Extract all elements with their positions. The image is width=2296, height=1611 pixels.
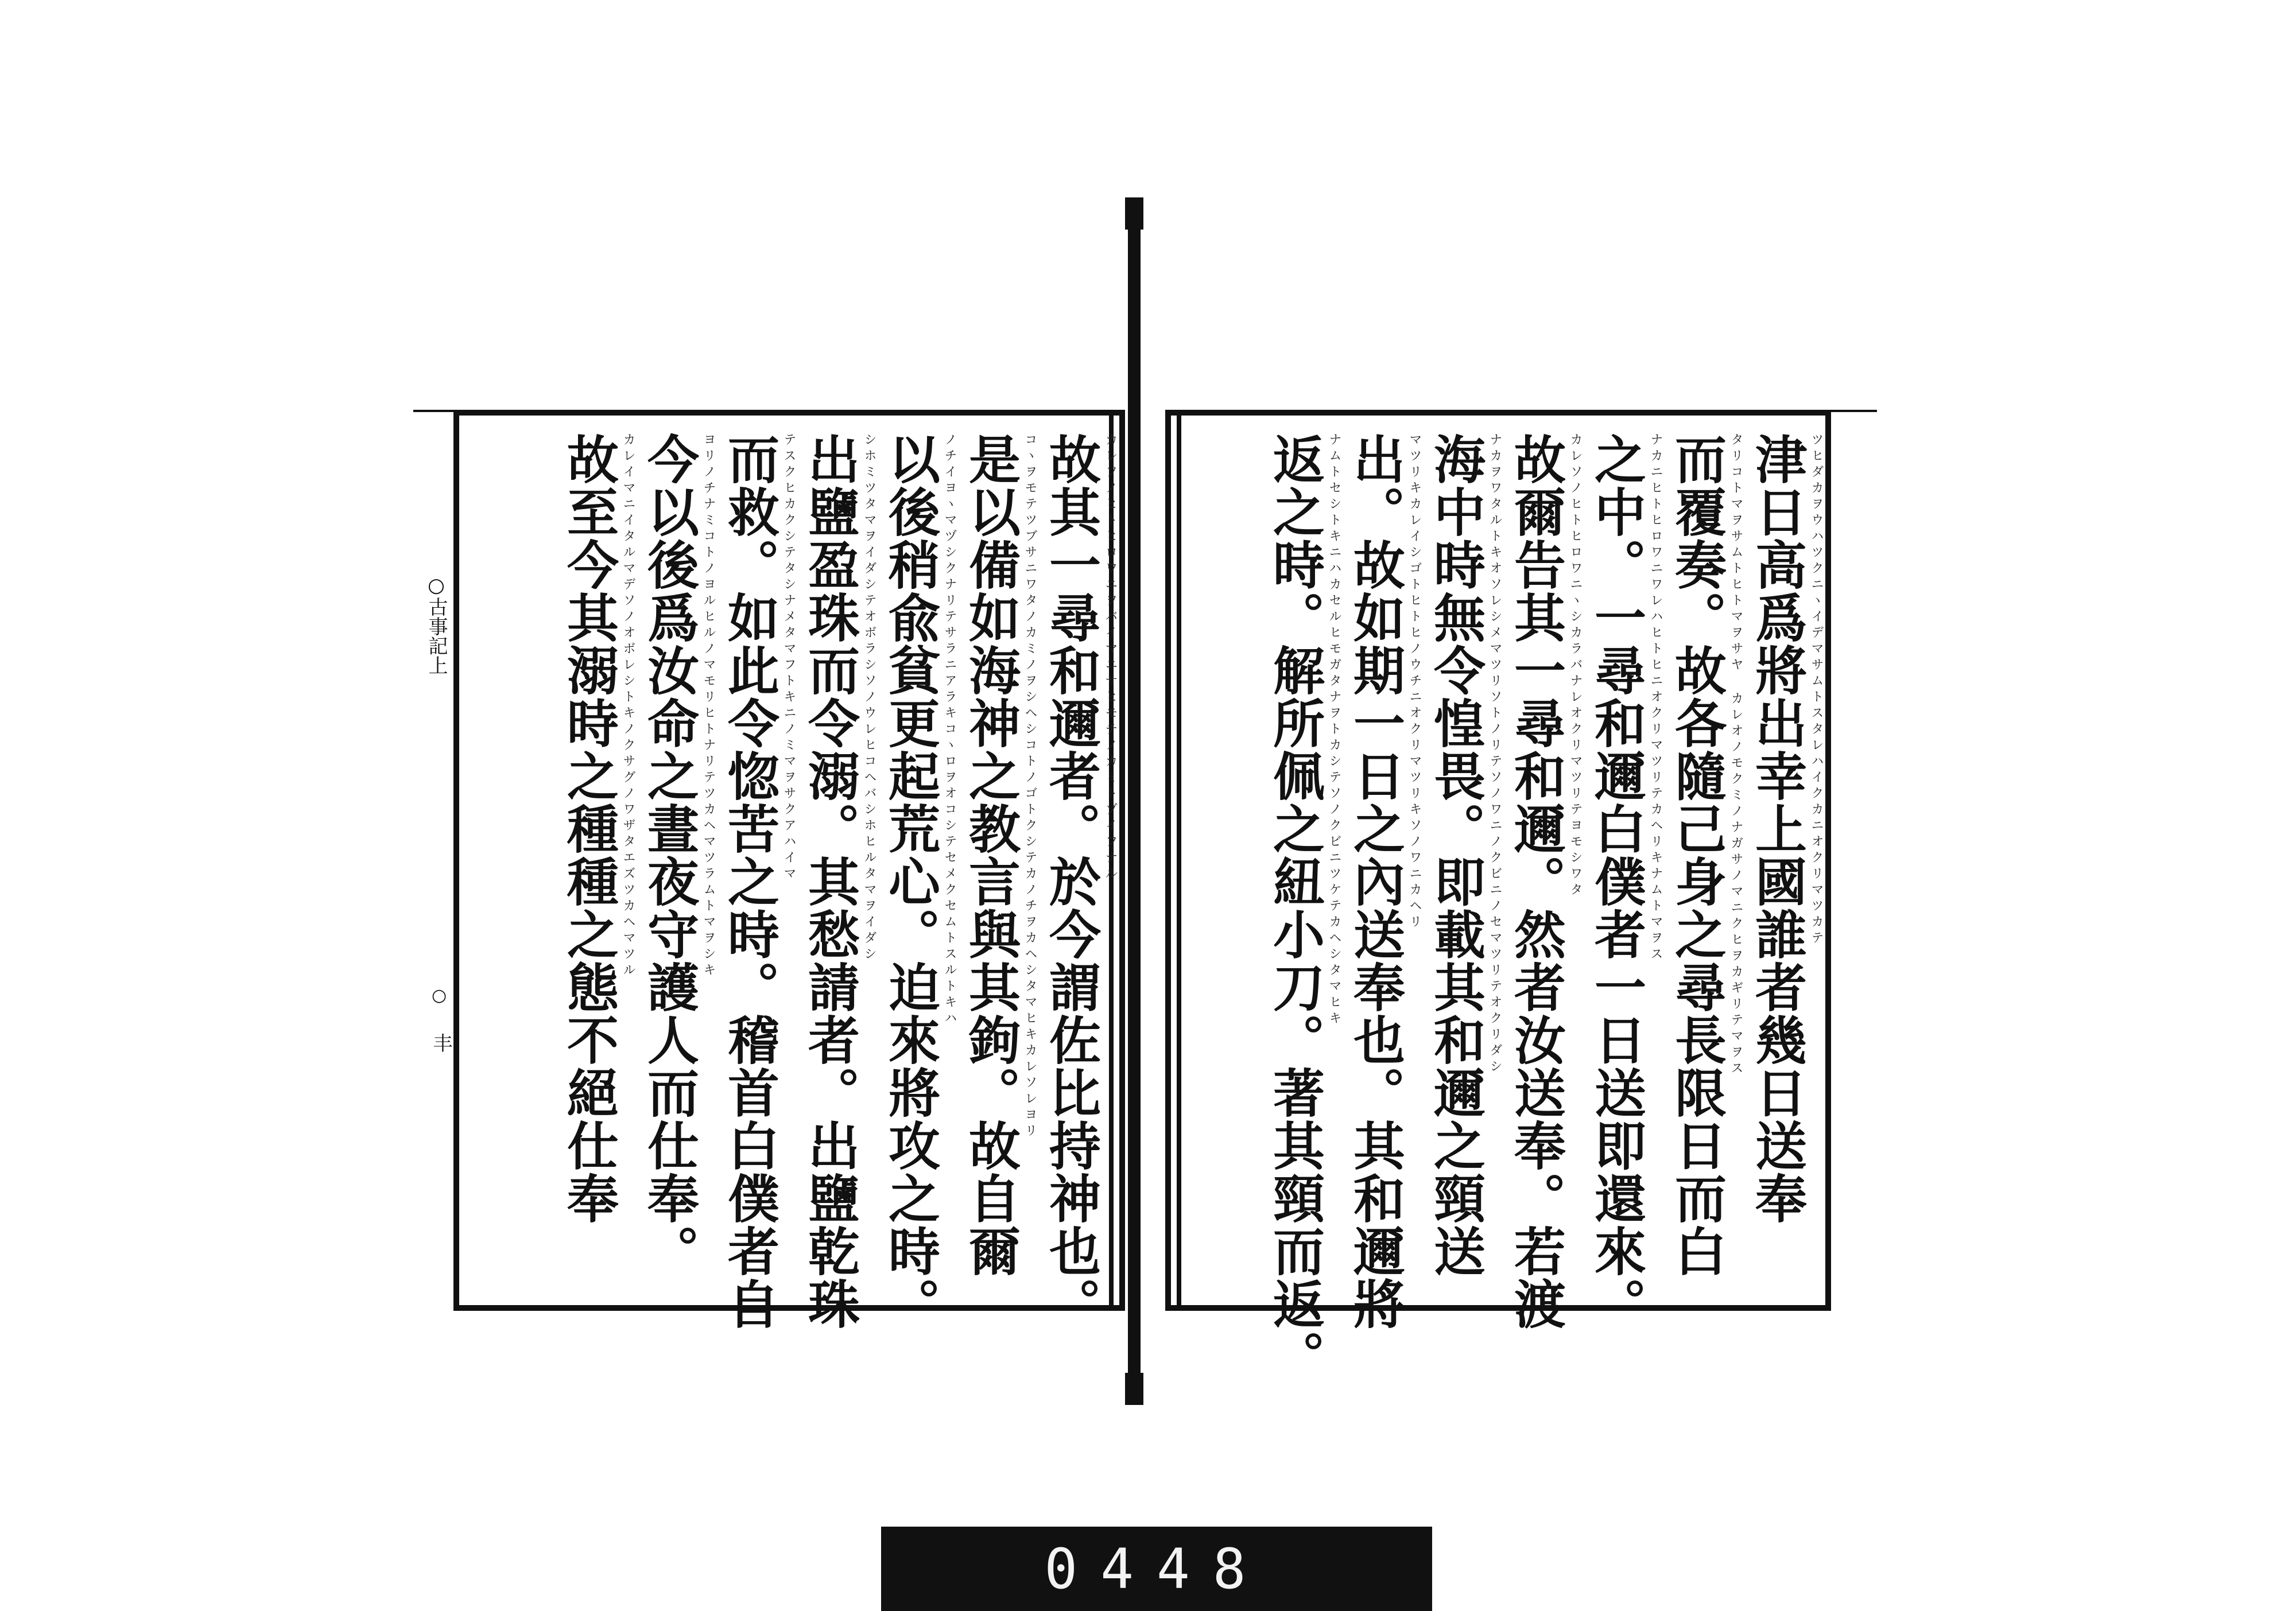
text-column: 出鹽盈珠而令溺。其愁請者。出鹽乾珠 — [799, 433, 860, 1330]
furigana-column: ナカニヒトヒロワニワレハヒトヒニオクリマツリテカヘリキナムトマヲス — [1649, 433, 1663, 963]
text-column: 故其一尋和邇者。於今謂佐比持神也。 — [1040, 433, 1101, 1330]
right-page-inner-rule — [1177, 416, 1181, 1305]
text-column: 之中。一尋和邇白僕者一日送即還來。 — [1585, 433, 1646, 1330]
furigana-column: タリコトマヲサムトヒトマヲサヤ カレオノモクミノナガサノマニクヒヲカギリテマヲス — [1729, 433, 1743, 1077]
furigana-column: マツリキカレイシゴトヒトヒノウチニオクリマツリキソノワニカヘリ — [1407, 433, 1422, 931]
left-page — [453, 410, 1125, 1330]
right-page — [1165, 410, 1831, 1383]
text-column: 而救。如此令惚苦之時。稽首白僕者自 — [719, 433, 779, 1330]
text-column: 是以備如海神之教言與其鉤。故自爾 — [960, 433, 1021, 1278]
furigana-column: ナムトセシトキニハカセルヒモガタナヲトカシテソノクビニツケテカヘシタマヒキ — [1327, 433, 1341, 1027]
furigana-column: テスクヒカクシテタシナメタマフトキニノミマヲサクアハイマ — [782, 433, 796, 883]
furigana-column: ナカヲワタルトキオソレシメマツリソトノリテソノワニノクビニノセマツリテオクリダシ — [1488, 433, 1502, 1076]
furigana-column: ノチイヨヽマヅシクナリテサラニアラキコヽロヲオコシテセメクセムトスルトキハ — [943, 433, 957, 1027]
text-column: 故爾告其一尋和邇。然者汝送奉。若渡 — [1505, 433, 1566, 1330]
running-head: ○古事記上 — [425, 574, 448, 675]
furigana-column: ツヒダカヲウハツクニヽイデマサムトスタレハイクカニオクリマツカテ — [1809, 433, 1824, 947]
folio-mark: ○ — [432, 985, 447, 1006]
furigana-column: カレイマニイタルマデソノオボレシトキノクサグノワザタエズツカヘマツル — [621, 433, 635, 979]
text-column: 故至今其溺時之種種之態不絕仕奉 — [558, 433, 619, 1225]
furigana-column: コヽヲモテツブサニワタノカミノヲシヘシコトノゴトクシテカノチヲカヘシタマヒキカレソレヨリ — [1023, 433, 1037, 1140]
folio-number: 丰 — [429, 1033, 452, 1053]
spine-bottom-cap — [1125, 1373, 1143, 1405]
archive-page-stamp: 0448 — [881, 1527, 1432, 1611]
text-column: 津日高爲將出幸上國誰者幾日送奉 — [1746, 433, 1807, 1225]
text-column: 返之時。解所佩之紐小刀。著其頸而返。 — [1264, 433, 1325, 1383]
furigana-column: カレソノヒトヒロワニヲバイマニサヒモチノカミトゾイフナル — [1103, 433, 1118, 883]
text-column: 海中時無令惶畏。即載其和邇之頸送 — [1425, 433, 1486, 1278]
text-column: 以後稍兪貧更起荒心。迫來將攻之時。 — [879, 433, 940, 1330]
furigana-column: シホミツタマヲイダシテオボラシソノウレヒコヘバシホヒルタマヲイダシ — [862, 433, 876, 963]
text-column: 今以後爲汝命之晝夜守護人而仕奉。 — [638, 433, 699, 1278]
text-column: 出。故如期一日之內送奉也。其和邇將 — [1344, 433, 1405, 1330]
furigana-column: ヨリノチナミコトノヨルヒルノマモリヒトナリテツカヘマツラムトマヲシキ — [701, 433, 716, 979]
text-column: 而覆奏。故各隨己身之尋長限日而白 — [1666, 433, 1727, 1278]
furigana-column: カレソノヒトヒロワニヽシカラバナレオクリマツリテヨモシワタ — [1568, 433, 1583, 899]
book-spine — [1128, 197, 1141, 1405]
